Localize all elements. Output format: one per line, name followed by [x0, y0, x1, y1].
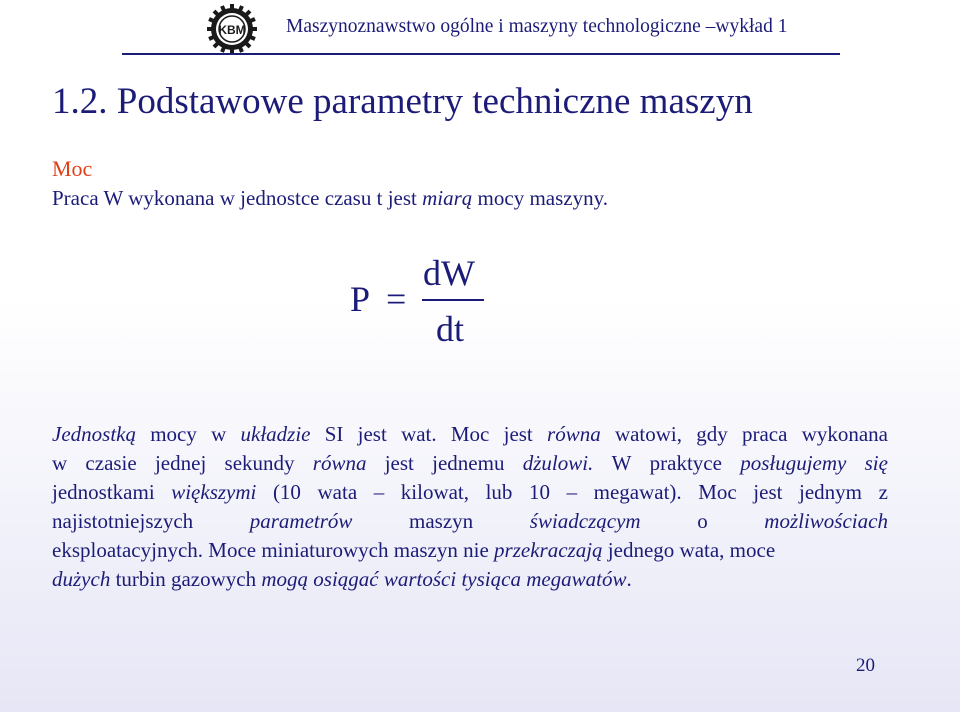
power-formula: [350, 252, 510, 352]
paragraph-line: [52, 565, 888, 594]
formula-numerator: dW: [423, 253, 475, 293]
word: wykonana: [801, 422, 888, 446]
word: w: [211, 422, 227, 446]
word: jednostkami: [52, 480, 155, 504]
word: jest: [357, 422, 387, 446]
word: jest: [503, 422, 533, 446]
word: o: [697, 509, 708, 533]
word: jednemu: [432, 451, 505, 475]
paragraph-line: [52, 449, 888, 478]
word: jednej: [154, 451, 207, 475]
word: dżulowi.: [522, 451, 594, 475]
word: megawat).: [593, 480, 682, 504]
paragraph-line: [52, 507, 888, 536]
word: świadczącym: [529, 509, 641, 533]
word: gdy: [696, 422, 728, 446]
intro-sentence: [52, 186, 608, 211]
word: wata: [317, 480, 358, 504]
text-run-emphasis: przekraczają: [494, 538, 603, 562]
word: równa: [312, 451, 367, 475]
word: watowi,: [614, 422, 683, 446]
word: z: [878, 480, 888, 504]
intro-text-end: mocy maszyny.: [472, 186, 608, 210]
paragraph-line: [52, 536, 888, 565]
word: kilowat,: [400, 480, 470, 504]
word: większymi: [171, 480, 257, 504]
word: czasie: [85, 451, 137, 475]
word: praca: [741, 422, 788, 446]
fraction-bar: [422, 299, 484, 301]
word: Jednostką: [52, 422, 136, 446]
word: jednym: [799, 480, 863, 504]
text-run-emphasis: mogą osiągać wartości tysiąca megawatów: [261, 567, 627, 591]
word: równa: [547, 422, 601, 446]
text-run: turbin gazowych: [110, 567, 262, 591]
page-number: 20: [856, 655, 875, 676]
word: praktyce: [649, 451, 722, 475]
word: się: [864, 451, 888, 475]
formula-equals: =: [386, 279, 407, 319]
section-heading: Moc: [52, 156, 93, 181]
word: jest: [753, 480, 783, 504]
intro-text-start: Praca W wykonana w jednostce czasu t jest: [52, 186, 423, 210]
paragraph-line: [52, 478, 888, 507]
word: –: [373, 480, 385, 504]
formula-denominator: dt: [436, 309, 465, 349]
word: w: [52, 451, 68, 475]
header-title: Maszynoznawstwo ogólne i maszyny technologiczne –wykład 1: [286, 16, 788, 37]
word: maszyn: [409, 509, 474, 533]
kbm-logo: [206, 3, 258, 55]
formula-lhs: P: [350, 279, 371, 319]
word: jest: [384, 451, 414, 475]
word: –: [566, 480, 578, 504]
word: lub: [485, 480, 513, 504]
word: parametrów: [249, 509, 353, 533]
word: mocy: [150, 422, 197, 446]
word: SI: [324, 422, 344, 446]
intro-emphasis: miarą: [422, 186, 473, 210]
word: 10: [529, 480, 550, 504]
body-paragraph: [52, 420, 888, 594]
word: układzie: [240, 422, 311, 446]
word: wat.: [401, 422, 437, 446]
word: Moc: [698, 480, 737, 504]
text-run: eksploatacyjnych. Moce miniaturowych maszyn nie: [52, 538, 495, 562]
word: sekundy: [224, 451, 295, 475]
text-run-emphasis: dużych: [52, 567, 111, 591]
text-run: jednego wata, moce: [602, 538, 776, 562]
word: W: [611, 451, 632, 475]
logo-text: KBM: [218, 23, 246, 37]
word: posługujemy: [740, 451, 847, 475]
word: najistotniejszych: [52, 509, 194, 533]
text-run: .: [626, 567, 632, 591]
header-divider: [122, 53, 840, 55]
word: (10: [272, 480, 301, 504]
paragraph-line: [52, 420, 888, 449]
word: możliwościach: [764, 509, 888, 533]
slide-title: 1.2. Podstawowe parametry techniczne maszyn: [52, 81, 753, 122]
word: Moc: [450, 422, 490, 446]
